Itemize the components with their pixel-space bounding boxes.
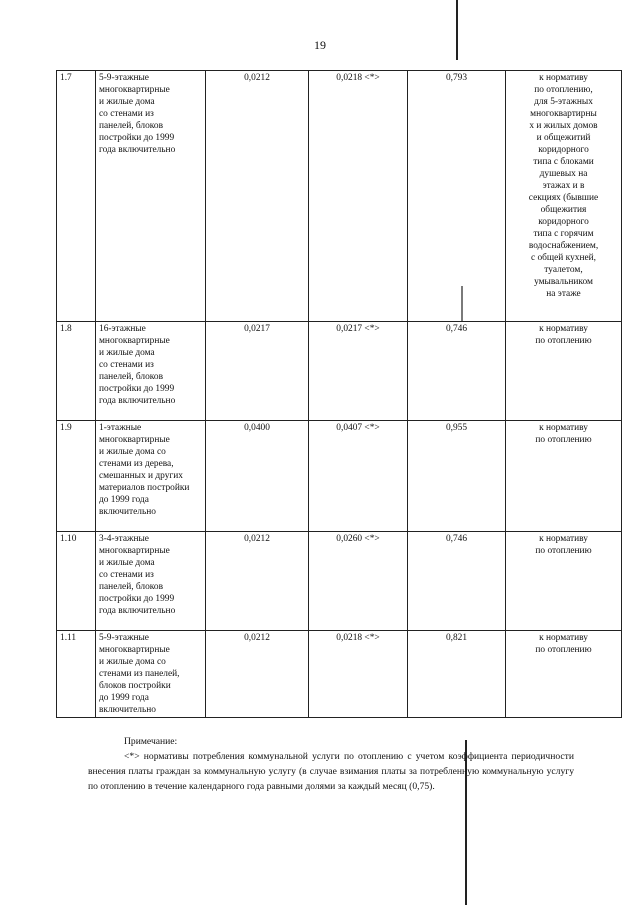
row-note [506,631,622,718]
table-row [57,532,622,631]
norm-value-adjusted: 0,0218 <*> [309,71,408,322]
building-description-text: 1-этажные многоквартирные и жилые дома со стенами из дерева, смешанных и других материалов постройки до 1999 года включительно [99,423,190,517]
row-note-text: к нормативу по отоплению [535,633,592,655]
row-note-text: к нормативу по отоплению [535,423,592,445]
row-note-text: к нормативу по отоплению [535,534,592,556]
row-note [506,421,622,532]
footnote [88,734,574,794]
row-note-text: к нормативу по отоплению [535,324,592,346]
table-row [57,631,622,718]
building-description [96,71,206,322]
building-description [96,631,206,718]
footnote-text: <*> нормативы потребления коммунальной услуги по отоплению с учетом коэффициента периодичности внесения платы граждан за коммунальную услугу (в случае взимания платы за потребленную коммунальную услугу по отоплению в течение календарного года равными долями за каждый месяц (0,75). [88,751,574,792]
building-description [96,421,206,532]
row-number: 1.9 [57,421,96,532]
building-description [96,532,206,631]
table-row [57,421,622,532]
norm-value: 0,0212 [206,71,309,322]
norm-value: 0,0400 [206,421,309,532]
footnote-title: Примечание: [124,736,178,747]
row-number: 1.7 [57,71,96,322]
coefficient-value: 0,821 [408,631,506,718]
row-note [506,322,622,421]
building-description-text: 5-9-этажные многоквартирные и жилые дома со стенами из панелей, блоков постройки до 1999 года включительно [99,73,176,155]
norm-value-adjusted: 0,0218 <*> [309,631,408,718]
row-number: 1.10 [57,532,96,631]
coefficient-value: 0,793 [408,71,506,322]
building-description-text: 5-9-этажные многоквартирные и жилые дома со стенами из панелей, блоков постройки до 1999 года включительно [99,633,180,715]
row-note [506,532,622,631]
norm-value-adjusted: 0,0260 <*> [309,532,408,631]
norm-value: 0,0212 [206,631,309,718]
row-note-text: к нормативу по отоплению, для 5-этажных многоквартирны х и жилых домов и общежитий коридорного типа с блоками душевых на этажах и в секциях (бывшие общежития коридорного типа с горячим водоснабжением, с общей кухней, туалетом, умывальником на этаже [528,73,599,299]
row-number: 1.8 [57,322,96,421]
table-row [57,71,622,322]
coefficient-value: 0,746 [408,532,506,631]
row-note [506,71,622,322]
building-description-text: 16-этажные многоквартирные и жилые дома со стенами из панелей, блоков постройки до 1999 года включительно [99,324,176,406]
norm-value-adjusted: 0,0407 <*> [309,421,408,532]
row-number: 1.11 [57,631,96,718]
coefficient-value: 0,955 [408,421,506,532]
building-description-text: 3-4-этажные многоквартирные и жилые дома со стенами из панелей, блоков постройки до 1999 года включительно [99,534,176,616]
page-number: 19 [314,38,326,52]
table-row [57,322,622,421]
norms-table [56,70,622,718]
building-description [96,322,206,421]
norm-value: 0,0217 [206,322,309,421]
coefficient-value: 0,746 [408,322,506,421]
norm-value-adjusted: 0,0217 <*> [309,322,408,421]
norm-value: 0,0212 [206,532,309,631]
